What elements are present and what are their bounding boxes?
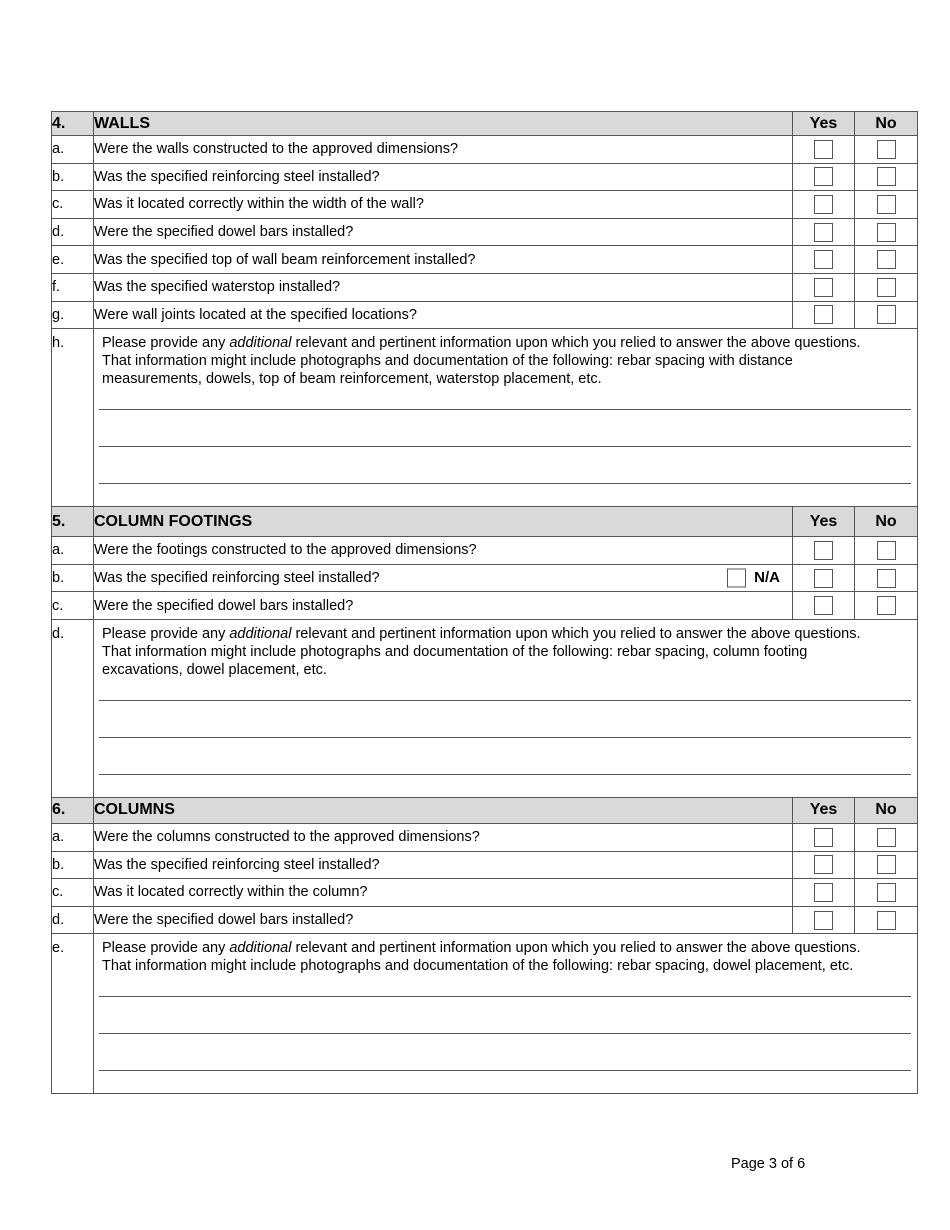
- section-title: WALLS: [94, 112, 793, 136]
- question-text: Was the specified reinforcing steel installed?: [94, 163, 793, 191]
- question-cell: [94, 564, 793, 592]
- notes-cell: [94, 329, 918, 507]
- section-title: COLUMNS: [94, 797, 793, 823]
- section-header-columns: [52, 797, 918, 823]
- no-checkbox[interactable]: [877, 195, 896, 214]
- page-number: Page 3 of 6: [731, 1156, 806, 1172]
- question-letter: f.: [52, 273, 94, 301]
- yes-checkbox[interactable]: [814, 911, 833, 930]
- question-row: [52, 163, 918, 191]
- section-header-column-footings: [52, 507, 918, 537]
- no-checkbox[interactable]: [877, 278, 896, 297]
- yes-column-header: Yes: [793, 797, 855, 823]
- question-letter: c.: [52, 879, 94, 907]
- question-letter: e.: [52, 934, 94, 1094]
- section-number: 4.: [52, 112, 94, 136]
- question-text: Was it located correctly within the width of the wall?: [94, 191, 793, 219]
- yes-checkbox[interactable]: [814, 278, 833, 297]
- yes-column-header: Yes: [793, 507, 855, 537]
- question-row: [52, 136, 918, 164]
- question-row: [52, 218, 918, 246]
- question-row: [52, 851, 918, 879]
- yes-checkbox[interactable]: [814, 883, 833, 902]
- question-row: [52, 301, 918, 329]
- no-column-header: No: [855, 797, 918, 823]
- question-letter: c.: [52, 191, 94, 219]
- yes-checkbox[interactable]: [814, 223, 833, 242]
- section-number: 6.: [52, 797, 94, 823]
- question-text: Was the specified waterstop installed?: [94, 273, 793, 301]
- yes-checkbox[interactable]: [814, 140, 833, 159]
- question-letter: a.: [52, 823, 94, 851]
- no-checkbox[interactable]: [877, 855, 896, 874]
- question-text: Were the specified dowel bars installed?: [94, 906, 793, 934]
- question-letter: e.: [52, 246, 94, 274]
- question-row: [52, 906, 918, 934]
- yes-checkbox[interactable]: [814, 541, 833, 560]
- no-checkbox[interactable]: [877, 828, 896, 847]
- na-option: [727, 569, 780, 588]
- no-column-header: No: [855, 507, 918, 537]
- question-text: Were the specified dowel bars installed?: [94, 592, 793, 620]
- question-letter: a.: [52, 136, 94, 164]
- notes-row: [52, 619, 918, 797]
- question-text: Were the walls constructed to the approved dimensions?: [94, 136, 793, 164]
- answer-line[interactable]: [99, 679, 911, 701]
- no-checkbox[interactable]: [877, 569, 896, 588]
- question-letter: b.: [52, 851, 94, 879]
- question-text: Was the specified top of wall beam reinforcement installed?: [94, 246, 793, 274]
- question-text: Were the specified dowel bars installed?: [94, 218, 793, 246]
- question-text: Was the specified reinforcing steel installed?: [94, 851, 793, 879]
- answer-line[interactable]: [99, 1034, 911, 1071]
- yes-checkbox[interactable]: [814, 305, 833, 324]
- yes-checkbox[interactable]: [814, 828, 833, 847]
- answer-line[interactable]: [99, 975, 911, 997]
- na-label: N/A: [754, 569, 780, 587]
- no-checkbox[interactable]: [877, 250, 896, 269]
- yes-checkbox[interactable]: [814, 250, 833, 269]
- yes-column-header: Yes: [793, 112, 855, 136]
- question-row: [52, 879, 918, 907]
- no-checkbox[interactable]: [877, 911, 896, 930]
- notes-cell: [94, 619, 918, 797]
- yes-checkbox[interactable]: [814, 167, 833, 186]
- question-text: Were wall joints located at the specified locations?: [94, 301, 793, 329]
- no-checkbox[interactable]: [877, 596, 896, 615]
- question-row: [52, 564, 918, 592]
- notes-prompt: Please provide any additional relevant and pertinent information upon which you relied to answer the above questions. That information might include photographs and documentation of the following: rebar spacing, column footing excavations, dowel placement, etc.: [102, 625, 861, 678]
- no-checkbox[interactable]: [877, 140, 896, 159]
- answer-line[interactable]: [99, 410, 911, 447]
- question-letter: c.: [52, 592, 94, 620]
- section-header-walls: [52, 112, 918, 136]
- question-letter: b.: [52, 163, 94, 191]
- na-checkbox[interactable]: [727, 569, 746, 588]
- no-checkbox[interactable]: [877, 223, 896, 242]
- question-row: [52, 273, 918, 301]
- yes-checkbox[interactable]: [814, 569, 833, 588]
- yes-checkbox[interactable]: [814, 855, 833, 874]
- answer-line[interactable]: [99, 388, 911, 410]
- no-checkbox[interactable]: [877, 541, 896, 560]
- question-row: [52, 592, 918, 620]
- question-letter: h.: [52, 329, 94, 507]
- no-checkbox[interactable]: [877, 305, 896, 324]
- notes-prompt: Please provide any additional relevant and pertinent information upon which you relied to answer the above questions. That information might include photographs and documentation of the following: rebar spacing with distance measurements, dowels, top of beam reinforcement, waterstop placement, etc.: [102, 335, 861, 388]
- no-checkbox[interactable]: [877, 167, 896, 186]
- notes-cell: [94, 934, 918, 1094]
- question-text: Were the footings constructed to the approved dimensions?: [94, 537, 793, 565]
- question-text: Was the specified reinforcing steel installed?: [94, 570, 380, 587]
- section-title: COLUMN FOOTINGS: [94, 507, 793, 537]
- question-text: Was it located correctly within the column?: [94, 879, 793, 907]
- question-letter: b.: [52, 564, 94, 592]
- notes-row: [52, 934, 918, 1094]
- question-letter: g.: [52, 301, 94, 329]
- yes-checkbox[interactable]: [814, 596, 833, 615]
- no-column-header: No: [855, 112, 918, 136]
- answer-line[interactable]: [99, 701, 911, 738]
- inspection-checklist-table: [51, 111, 918, 1094]
- question-row: [52, 823, 918, 851]
- yes-checkbox[interactable]: [814, 195, 833, 214]
- question-letter: d.: [52, 619, 94, 797]
- answer-line[interactable]: [99, 447, 911, 484]
- question-text: Were the columns constructed to the approved dimensions?: [94, 823, 793, 851]
- question-row: [52, 246, 918, 274]
- no-checkbox[interactable]: [877, 883, 896, 902]
- section-number: 5.: [52, 507, 94, 537]
- notes-prompt: Please provide any additional relevant and pertinent information upon which you relied to answer the above questions. That information might include photographs and documentation of the following: rebar spacing, dowel placement, etc.: [102, 940, 861, 975]
- question-letter: d.: [52, 906, 94, 934]
- notes-row: [52, 329, 918, 507]
- question-letter: a.: [52, 537, 94, 565]
- answer-line[interactable]: [99, 738, 911, 775]
- question-row: [52, 537, 918, 565]
- answer-line[interactable]: [99, 997, 911, 1034]
- question-row: [52, 191, 918, 219]
- question-letter: d.: [52, 218, 94, 246]
